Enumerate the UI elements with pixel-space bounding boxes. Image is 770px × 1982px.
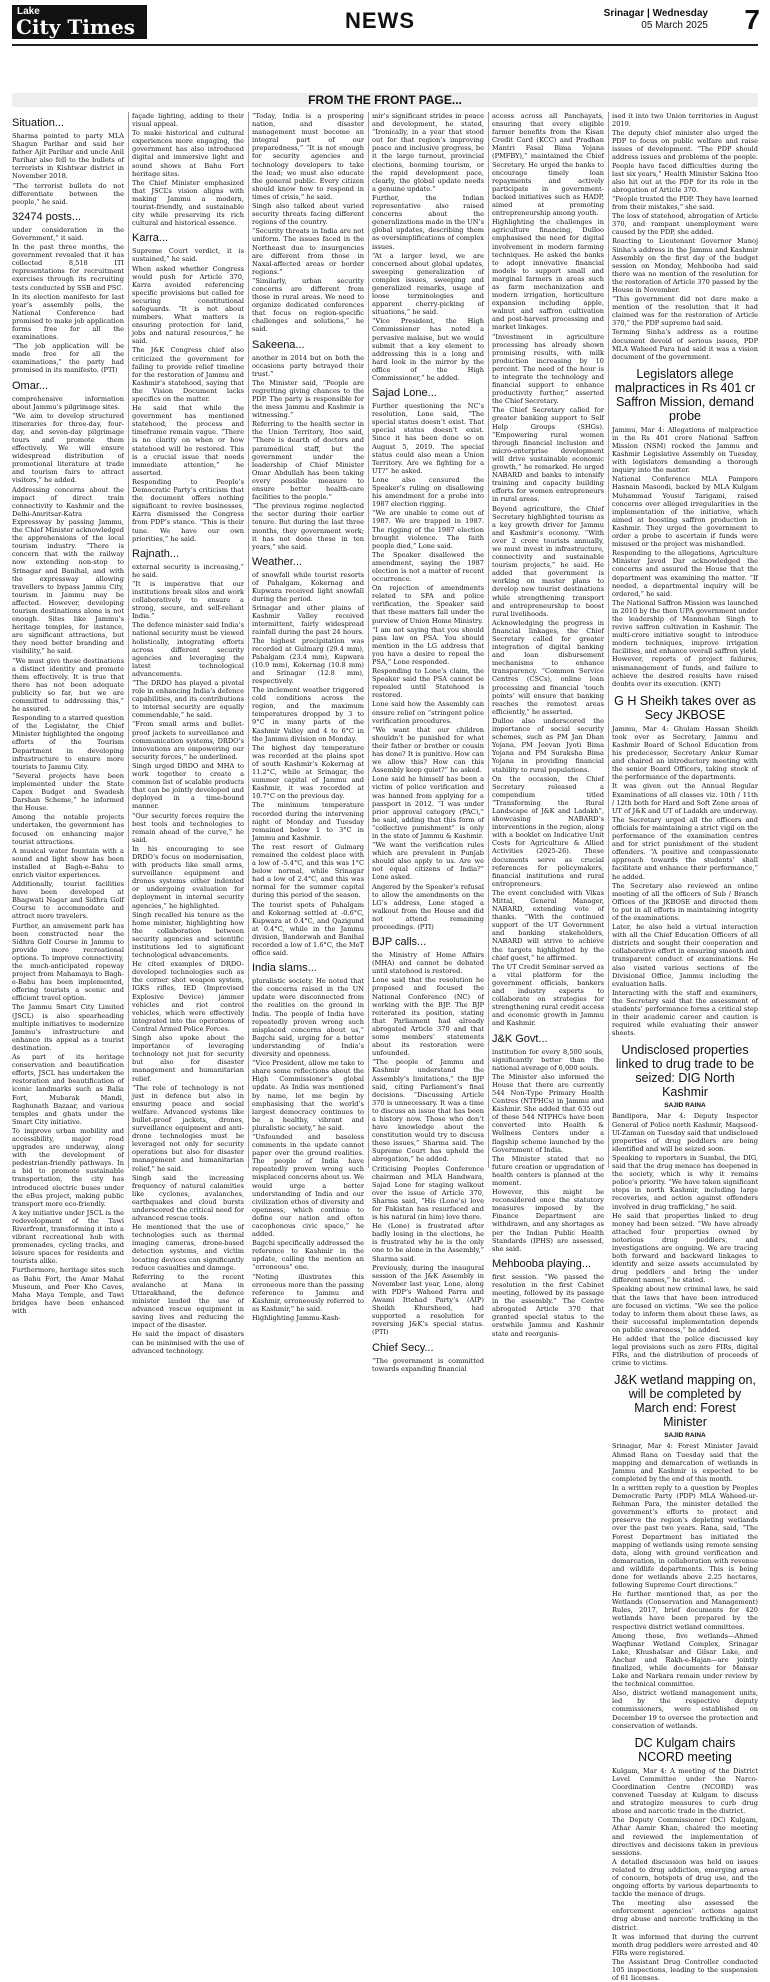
article-paragraph: Singh said the increasing frequency of natural calamities like cyclones, avalanches, earthquakes and cloud bursts underscored the critical need for advanced rescue tools. <box>132 1173 244 1223</box>
story-headline: DC Kulgam chairs NCORD meeting <box>634 1735 736 1764</box>
article-paragraph: In a written reply to a question by Peoples Democratic Party (PDP) MLA Waheed-ur-Rehman Para, the minister detailed the government’s efforts to protect and preserve the region’s depleting wetlands over the past two years. Rana, said, “The Forest Department has initiated the mapping of wetlands using remote sensing data, along with ground verification and demarcation, in collaboration with revenue and wildlife departments. This is being done for wetlands above 2.25 hectares, following Supreme Court directions.” <box>612 1483 758 1590</box>
article-paragraph: access across all Panchayats, ensuring that every eligible farmer benefits from the Kisan Credit Card (KCC) and Pradhan Mantri Fasal Bima Yojana (PMFBY),” maintained the Chief Secretary. He urged the banks to encourage timely loan repayments and actively participate in government-backed initiatives such as HADP, aimed at promoting entrepreneurship among youth. <box>492 112 604 218</box>
article-paragraph: Responding to People’s Democratic Party’s criticism that the document offers nothing significant to revive businesses, Karra dismissed the Congress from PDP’s stance. “This is their tune. We have our own priorities,” he said. <box>132 477 244 543</box>
article-paragraph: Srinagar, Mar 4: Forest Minister Javaid Ahmad Rana on Tuesday said that the mapping and demarcation of wetlands in Jammu and Kashmir is expected to be completed by the end of this month. <box>612 1442 758 1483</box>
article-paragraph: Lone said that the resolution he proposed and focused the National Conference (NC) of working with the BJP. The BJP reiterated its position, stating that Parliament had already abrogated Article 370 and that some members’ statements about its restoration were unfounded. <box>372 976 484 1058</box>
article-paragraph: comprehensive information about Jammu’s pilgrimage sites. <box>12 394 124 411</box>
article-paragraph: “I am not saying that you should pass law on PSA. You should mention in the LG address that you have a desire to repeal the PSA,” Lone responded. <box>372 625 484 666</box>
article-paragraph: first session. “We passed the resolution in the first Cabinet meeting, followed by its passage in the assembly.” The Centre abrogated Article 370 that granted special status to the erstwhile Jammu and Kashmir state and reorganis- <box>492 1272 604 1338</box>
article-paragraph: Bagchi specifically addressed the reference to Kashmir in the update, calling the mention an “erroneous” one. <box>252 1239 364 1272</box>
article-paragraph: Terming Sinha’s address as a routine document devoid of serious issues, PDP MLA Waheed Para had said it was a vision document of the government. <box>612 328 758 361</box>
article-paragraph: Lone said he himself has been a victim of police verification and was banned from applying for a passport in 2012. “I was under prior approval category (PAC),” he said, adding that this form of “collective punishment” is only in the state of Jammu & Kashmir. <box>372 775 484 840</box>
article-paragraph: “At a larger level, we are concerned about global updates, sweeping generalization of complex issues, sweeping and generalized remarks, usage of loose terminologies and apparent cherry-picking of situations,” he said. <box>372 251 484 317</box>
article-paragraph: The highest day temperature was recorded at the plains spot of south Kashmir’s Kokernag at 11.2°C, while at Srinagar, the summer capital of Jammu and Kashmir, it was recorded at 10.7°C on the previous day. <box>252 743 364 801</box>
column-3 <box>252 112 364 1323</box>
article-paragraph: The event concluded with Vikas Mittal, General Manager, NABARD, extending vote of thanks. “With the continued support of the UT Government and banking stakeholders, NABARD will strive to achieve the targets highlighted by the chief guest,” he affirmed. <box>492 888 604 962</box>
column-divider <box>368 112 369 1168</box>
story-headline: J&K wetland mapping on, will be completed by March end: Forest Minister <box>614 1373 756 1430</box>
article-paragraph: The Chief Minister emphasized that JSCL’s vision aligns with making Jammu a modern, tourist-friendly, and sustainable city while preserving its rich cultural and historical essence. <box>132 178 244 228</box>
article-paragraph: Lone said how the Assembly can ensure relief on “stringent police verification procedures. <box>372 700 484 725</box>
article-paragraph: external security is increasing,” he said. <box>132 562 244 579</box>
article-paragraph: Referring to the health sector in the Union Territory, Itoo said, “There is dearth of doctors and paramedical staff, but the government under the leadership of Chief Minister Omar Abdullah has been taking every possible measure to ensure better health-care facilities to the people.” <box>252 420 364 502</box>
dateline <box>604 8 708 32</box>
article-paragraph: “People trusted the PDP. They have learned from their mistakes,” she said. <box>612 194 758 212</box>
article-paragraph: Further questioning the NC’s resolution, Lone said, “The special status doesn’t exist. That special status doesn’t exist. Since it has been done so on August 5, 2019. The special status could also mean a Union Territory. Are we fighting for a UT?” he asked. <box>372 402 484 475</box>
story-headline: G H Sheikh takes over as Secy JKBOSE <box>614 693 756 722</box>
article-paragraph: of snowfall while tourist resorts of Pahalgam, Kokernag and Kupwara received light snowfall during the period. <box>252 570 364 604</box>
logo-title: City Times <box>16 15 135 39</box>
story-jump-heading: Situation... <box>12 117 64 129</box>
article-paragraph: In the past three months, the government revealed that it has collected 8,518 ITI representations for recruitment exercises through its recruiting tests conducted by SSB and PSC. <box>12 243 124 292</box>
story-jump-heading: Mehbooba playing... <box>492 1257 592 1270</box>
article-paragraph: The UT Credit Seminar served as a vital platform for the government officials, bankers and industry experts to collaborate on strategies for strengthening rural credit access and economic growth in Jammu and Kashmir. <box>492 962 604 1028</box>
story-jump-heading: BJP calls... <box>372 936 427 949</box>
article-paragraph: “We aim to develop structured itineraries for three-day, four-day, and seven-day pilgrimage tours and promote them effectively. We will ensure widespread distribution of promotional literature at trade and tourism fairs to attract visitors,” he added. <box>12 411 124 485</box>
article-paragraph: Further, the Indian representative also raised concerns about the generalizations made in the UN’s global updates, describing them as oversimplifications of complex issues. <box>372 193 484 251</box>
article-paragraph: “Today, India is a prospering nation, and disaster management must become an integral part of our preparedness,” “It is not enough for security agencies and technology developers to take the lead; we must also educate the general public. Every citizen should know how to respond in times of crisis,” he said. <box>252 112 364 201</box>
article-paragraph: Angered by the Speaker’s refusal to allow the amendments on the LG’s address, Lone staged a walkout from the House and did not attend remaining proceedings. (PTI) <box>372 882 484 931</box>
story-jump-heading: 32474 posts... <box>12 210 82 223</box>
article-paragraph: Interacting with the staff and examiners, the Secretary said that the assessment of students’ performance forms a critical step in their academic career and caution is required while evaluating their answer sheets. <box>612 988 758 1038</box>
article-paragraph: Among the notable projects undertaken, the government has focused on enhancing major tourist attractions. <box>12 813 124 846</box>
column-4 <box>372 112 484 1373</box>
article-paragraph: “Similarly, urban security concerns are different from those in rural areas. We need to organize dedicated conferences that focus on region-specific challenges and solutions,” he said. <box>252 276 364 334</box>
byline: SAJID RAINA <box>664 1102 706 1110</box>
article-paragraph: Jammu, Mar 4: Allegations of malpractice in the Rs 401 crore National Saffron Mission (NSM) rocked the Jammu and Kashmir Legislative Assembly on Tuesday, with legislators demanding a thorough inquiry into the matter. <box>612 425 758 475</box>
article-paragraph: The Assistant Drug Controller conducted 105 inspections, leading to the suspension of 61 licenses. <box>612 1957 758 1982</box>
story-jump-heading: India slams... <box>252 962 317 975</box>
story-headline: Legislators allege malpractices in Rs 401 cr Saffron Mission, demand probe <box>614 366 756 423</box>
article-paragraph: The rest resort of Gulmarg remained the coldest place with a low of -5.4°C, and this was 1°C below normal, while Srinagar had a low of 2.4°C, and this was normal for the summer capital during this period of the season. <box>252 842 364 900</box>
article-paragraph: He further mentioned that, as per the Wetlands (Conservation and Management) Rules, 2017, brief documents for 420 wetlands have been prepared by the respective district wetland committees. <box>612 1590 758 1631</box>
article-paragraph: Supreme Court verdict, it is sustained,” he said. <box>132 247 244 264</box>
article-paragraph: Singh recalled his tenure as the home minister, highlighting how the collaboration between security agencies and scientific institutions led to significant technological advancements. <box>132 910 244 960</box>
byline: SAJID RAINA <box>664 1432 706 1440</box>
article-paragraph: A detailed discussion was held on issues related to drug addiction, emerging areas of concern, hotspots of drug use, and the ongoing efforts by various departments to tackle the menace of drugs. <box>612 1857 758 1899</box>
city-day: Srinagar | Wednesday <box>603 8 708 19</box>
article-paragraph: He said that properties linked to drug money had been seized. “We have already attached four properties owned by notorious drug peddlers, and investigations are ongoing. We are tracing both forward and backward linkages to identify and seize assets accumulated by drug peddlers and bring the under different names,” he stated. <box>612 1211 758 1285</box>
article-paragraph: Srinagar and other plains of Kashmir Valley received intermittent, fairly widespread rainfall during the past 24 hours. The highest precipitation was recorded at Gulmarg (29.4 mm), Pahalgam (23.4 mm), Kupwara (10.9 mm), Kokernag (10.8 mm) and Srinagar (12.8 mm), respectively. <box>252 604 364 685</box>
article-paragraph: “This government did not dare make a mention of the resolution that it had claimed was for the restoration of Article 370,” the PDP supremo had said. <box>612 295 758 328</box>
article-paragraph: Jammu, Mar 4: Ghulam Hassan Sheikh took over as Secretary, Jammu and Kashmir Board of School Education from his predecessor, Secretary Ankur Kumar and chaired an introductory meeting with the senior Board Officers, taking stock of the performance of the departments. <box>612 724 758 782</box>
article-paragraph: pluralistic society. He noted that the concerns raised in the UN update were disconnected from the realities on the ground in India. The people of India have repeatedly proven wrong such misplaced concerns about us,” Bagchi said, urging for a better understanding of India’s diversity and openness. <box>252 977 364 1059</box>
article-paragraph: The Jammu Smart City Limited (JSCL) is also spearheading multiple initiatives to modernize Jammu’s infrastructure and enhance its appeal as a tourist destination. <box>12 1003 124 1052</box>
article-paragraph: Additionally, tourist facilities have been developed at Bhagwati Nagar and Sidhra Golf Course to accommodate and attract more travelers. <box>12 880 124 921</box>
story-jump-heading: Karra... <box>132 232 169 245</box>
article-paragraph: On rejection of amendments related to SPA and police verification, the Speaker said that these matters fall under the purview of Union Home Ministry. <box>372 584 484 625</box>
article-paragraph: He said that while the government has mentioned statehood, the process and timeframe remain vague. “There is no clarity on when or how statehood will be restored. This is a crucial issue that needs immediate attention,” he asserted. <box>132 404 244 477</box>
article-paragraph: ised it into two Union territories in August 2019. <box>612 112 758 129</box>
article-paragraph: “Several projects have been implemented under the State Capex Budget and Swadesh Darshan Scheme,” he informed the House. <box>12 771 124 813</box>
article-paragraph: He mentioned that the use of technologies such as thermal imaging cameras, drone-based detection systems, and victim locating devices can significantly reduce casualties and damage. <box>132 1223 244 1272</box>
column-divider <box>608 112 609 1168</box>
article-paragraph: The Secretary also reviewed an online meeting of all the officers of Sub / Branch Offices of the JKBOSE and directed them to put in all efforts in maintaining integrity of the examinations. <box>612 881 758 922</box>
article-paragraph: Singh urged DRDO and MHA to work together to create a common list of scalable products that can be jointly developed and deployed in a time-bound manner. <box>132 761 244 811</box>
article-paragraph: Responding to a starred question of the Legislator, the Chief Minister highlighted the ongoing efforts of the Tourism Department in developing infrastructure to ensure more tourists to Jammu City. <box>12 714 124 771</box>
story-jump-heading: Sajad Lone... <box>372 387 437 400</box>
top-rule <box>12 44 758 46</box>
article-paragraph: institution for every 8,500 souls, significantly better than the national average of 6,000 souls. <box>492 1047 604 1072</box>
article-paragraph: A key initiative under JSCL is the redevelopment of the Tawi Riverfront, transforming it into a vibrant recreational hub with promenades, cycling tracks, and leisure spaces for residents and tourists alike. <box>12 1208 124 1266</box>
story-jump-heading: Chief Secy... <box>372 1341 434 1354</box>
article-paragraph: It was given out the Annual Regular Examinations of all classes viz. 10th / 11th / 12th both for Hard and Soft Zone areas of UT of J&K and UT of Ladakh are underway. <box>612 782 758 815</box>
article-paragraph: When asked whether Congress would push for Article 370, Karra avoided referencing specific provisions but called for securing constitutional safeguards. “It is not about numbers. What matters is ensuring protection for land, jobs and natural resources,” he said. <box>132 264 244 346</box>
article-paragraph: Reacting to Lieutenant Governor Manoj Sinha’s address in the Jammu and Kashmir Assembly on the first day of the budget session on Monday, Mehbooba had said there was no mention of the resolution for the restoration of Article 370 passed by the House in November. <box>612 237 758 294</box>
article-paragraph: Highlighting Jammu-Kash- <box>252 1314 341 1323</box>
article-paragraph: “The role of technology is not just in defence but also in ensuring peace and social welfare. Advanced systems like bullet-proof jackets, drones, surveillance equipment and anti-drone technologies must be leveraged not only for security operations but also for disaster management and humanitarian relief,” he said. <box>132 1083 244 1173</box>
logo-small-text: Lake <box>17 6 40 17</box>
article-paragraph: It was informed that during the current month drug peddlers were arrested and 40 FIRs were registered. <box>612 1932 758 1957</box>
column-5 <box>492 112 605 1338</box>
story-headline: Undisclosed properties linked to drug trade to be seized: DIG North Kashmir <box>615 1043 755 1100</box>
article-paragraph: On the occasion, the Chief Secretary released a compendium titled “Transforming the Rural Landscape of J&K and Ladakh”, showcasing NABARD’s interventions in the region, along with a booklet on Indicative Unit Costs for Agriculture & Allied Activities (2025-26). These documents serve as crucial references for policymakers, financial institutions and rural entrepreneurs. <box>492 774 605 888</box>
story-jump-heading: Rajnath... <box>132 547 180 560</box>
story-jump-heading: J&K Govt... <box>492 1032 548 1045</box>
article-paragraph: Singh also spoke about the importance of leveraging technology not just for security but also for disaster management and humanitarian relief. <box>132 1034 244 1083</box>
article-paragraph: A musical water fountain with a sound and light show has been installed at Bagh-e-Bahu to enrich visitor experiences. <box>12 846 124 879</box>
article-paragraph: Further, an amusement park has been constructed near the Sidhra Golf Course in Jammu to provide more recreational options. To improve connectivity, the much-anticipated ropeway project from Mahamaya to Bagh-e-Bahu has been implemented, offering tourists a scenic and efficient travel option. <box>12 921 124 1003</box>
article-paragraph: Sharma pointed to party MLA Shagun Parihar and said her father Ajit Parihar and uncle Anil Parihar also fell to the bullets of terrorists in Kishtwar district in November 2018. <box>12 132 124 181</box>
article-paragraph: “We must give these destinations a distinct identity and promote them effectively. It is true that there has not been adequate publicity so far, but we are committed to addressing this,” he assured. <box>12 656 124 714</box>
article-paragraph: “The job application will be made free for all the examinations,” the party had promised in its manifesto. (PTI) <box>12 342 124 375</box>
article-paragraph: Previously, during the inaugural session of the J&K Assembly in November last year, Lone, along with PDP’s Waheed Parra and Awami Ittehad Party’s (AIP) Sheikh Khursheed, had supported a resolution for reversing J&K’s special status. (PTI) <box>372 1263 484 1337</box>
article-paragraph: Singh also talked about varied security threats facing different regions of the country. <box>252 202 364 227</box>
article-paragraph: Criticising Peoples Conference chairman and MLA Handwara, Sajad Lone for staging walkout over the issue of Article 370, Sharma said, “His (Lone’s) love for Pakistan has resurfaced and is his natural (in him) love there. <box>372 1164 484 1222</box>
article-paragraph: Kulgam, Mar 4: A meeting of the District Level Committee under the Narco-Coordination Centre (NCORD) was convened Tuesday at Kulgam to discuss and strategize measures to curb drug abuse and narcotic trade in the district. <box>612 1766 758 1816</box>
article-paragraph: Among these, five wetlands—Ahmed Waqfunar Wetland Complex, Srinagar Lake, Khushalsar and Gilsar Lake, and Anchar and Rakh-e-Hajan—are jointly finalized, while documents for Mansar Lake and Narkara remain under review by the technical committee. <box>612 1631 758 1689</box>
article-paragraph: He cited examples of DRDO-developed technologies such as the corner shot weapon system, IGKS rifles, IED (Improvised Explosive Device) jammer vehicles and riot control vehicles, which were effectively integrated into the operations of Central Armed Police Forces. <box>132 960 244 1033</box>
page-number: 7 <box>744 4 760 35</box>
article-paragraph: The Minister also informed the House that there are currently 544 Non-Type Primary Health Centres (NTPHCs) in Jammu and Kashmir. She added that 635 out of these 544 NTPHCs have been converted into Health & Wellness Centers under a flagship scheme launched by the Government of India. <box>492 1072 604 1154</box>
article-paragraph: To improve urban mobility and accessibility, major road upgrades are underway, along with the development of pedestrian-friendly pathways. In a bid to promote sustainable transportation, the city has introduced electric buses under the eBus project, making public transport more eco-friendly. <box>12 1126 124 1208</box>
section-title: NEWS <box>345 8 415 33</box>
article-paragraph: The J&K Congress chief also criticized the government for failing to provide relief timeline for the restoration of Jammu and Kashmir’s statehood, saying that the Vision Document lacks specifics on the matter. <box>132 346 244 403</box>
article-paragraph: The Speaker disallowed the amendment, saying the 1987 election is not a matter of recent occurrence. <box>372 550 484 584</box>
article-paragraph: National Conference MLA Pampore Hasnain Masoodi, backed by MLA Kulgam Muhammad Yousuf Tarigami, raised concerns over alleged irregularities in the implementation of the initiative, which aimed at boosting saffron production in Kashmir. They urged the government to order a probe to ascertain if funds were misused or the project was mishandled. <box>612 475 758 549</box>
article-paragraph: “Security threats in India are not uniform. The issues faced in the Northeast due to insurgencies are different from those in Naxal-affected areas or border regions.” <box>252 227 364 276</box>
article-paragraph: However, this might be reconsidered once the statutory measures imposed by the Finance Department are withdrawn, and any shortages as per the Indian Public Health Standards (IPHS) are assessed, she said. <box>492 1188 604 1253</box>
article-paragraph: mir’s significant strides in peace and development, he stated, “Ironically, in a year that stood out for that region’s improving peace and inclusive progress, be it the large turnout, provincial elections, booming tourism, or the rapid development pace, clearly, the global update needs a genuine update.” <box>372 112 484 193</box>
column-1 <box>12 112 124 1315</box>
article-paragraph: “Vice President, allow me take to share some reflections about the High Commissioner’s global update. As India was mentioned by name, let me begin by emphasising that the world’s largest democracy continues to be a healthy, vibrant and pluralistic society,” he said. <box>252 1059 364 1132</box>
front-page-banner: FROM THE FRONT PAGE... <box>308 93 462 107</box>
article-paragraph: The inclement weather triggered cold conditions across the region, and the maximum temperatures dropped by 3 to 9°C in many parts of the Kashmir Valley and 4 to 6°C in the Jammu division on Monday. <box>252 686 364 743</box>
article-paragraph: The defence minister said India’s national security must be viewed holistically, integrating efforts across different security agencies and leveraging the latest technological advancements. <box>132 621 244 678</box>
article-paragraph: façade lighting, adding to their visual appeal. <box>132 112 244 129</box>
article-paragraph: As part of its heritage conservation and beautification efforts, JSCL has undertaken the restoration and beautification of iconic landmarks such as Balia Fort, Mubarak Mandi, Raghunath Bazaar, and various temples and ghats under the Smart City initiative. <box>12 1053 124 1126</box>
article-paragraph: The loss of statehood, abrogation of Article 370, and rampant unemployment were caused by the PDP, she added. <box>612 212 758 237</box>
column-divider <box>128 112 129 1168</box>
article-paragraph: Responding to Lone’s claim, the Speaker said the PSA cannot be repealed until Statehood is restored. <box>372 667 484 700</box>
article-paragraph: He said the impact of disasters can be minimised with the use of advanced technology. <box>132 1330 244 1355</box>
article-paragraph: “The DRDO has played a pivotal role in enhancing India’s defence capabilities, and its contributions to internal security are equally commendable,” he said. <box>132 679 244 720</box>
article-paragraph: “Noting illustrates this erroneous more than the passing reference to Jammu and Kashmir, erroneously referred to as Kashmir,” he said. <box>252 1272 364 1313</box>
article-paragraph: “The government is committed towards expanding financial <box>372 1356 484 1373</box>
article-paragraph: Dulloo also underscored the importance of social security schemes, such as PM Jan Dhan Yojana, PM Jeevan Jyoti Bima Yojana and PM Suraksha Bima Yojana in providing financial stability to rural populations. <box>492 716 604 774</box>
article-paragraph: Speaking to reporters in Sumbal, the DIG, said that the drug menace has deepened in the society, which is why it remains police’s priority. “We have taken significant steps in north Kashmir, including large recoveries, and action against offenders involved in drug trafficking,” he said. <box>612 1153 758 1211</box>
article-paragraph: “Unfounded and baseless comments in the update cannot paper over the ground realities. The people of India have repeatedly proven wrong such misplaced concerns about us. We would urge a better understanding of India and our civilization ethos of diversity and openness, which continue to define our nation and often cacophonous civic space,” he added. <box>252 1132 364 1239</box>
article-paragraph: Speaking about new criminal laws, he said that the laws that have been introduced are focused on victims. “We see the police today to inform them about these laws, as their successful implementation depends on public awareness,” he added. <box>612 1285 758 1334</box>
article-paragraph: To make historical and cultural experiences more engaging, the government has also introduced digital and immersive light and sound shows at Bahu Fort heritage sites. <box>132 129 244 178</box>
article-paragraph: The Deputy Commissioner (DC) Kulgam, Athar Aamir Khan, chaired the meeting and reviewed the implementation of directives and decisions taken in previous sessions. <box>612 1816 758 1857</box>
column-divider <box>488 112 489 1168</box>
article-paragraph: In his encouraging to see DRDO’s focus on modernisation, with products like small arms, surveillance equipment and drones systems either indented or undergoing evaluation for deployment in internal security agencies,” he highlighted. <box>132 844 244 910</box>
article-paragraph: The Chief Secretary called for greater banking support to Self Help Groups (SHGs). “Empowering rural women through financial inclusion and micro-enterprise development will drive sustainable economic growth,” he remarked. He urged NABARD and banks to intensify training and capacity building efforts for women entrepreneurs in rural areas. <box>492 406 604 504</box>
article-paragraph: Later, he also held a virtual interaction with all the Chief Education Officers of all districts and sought their cooperation and collaborative effort in ensuring smooth and transparent conduct of examinations. He also visited various sections of the Divisional Office, Jammu including the evaluation halls. <box>612 923 758 988</box>
article-paragraph: “The people of Jammu and Kashmir understand the Assembly’s limitations,” the BJP said, citing Parliament’s final decisions. “Discussing Article 370 is unnecessary. It was a time to discuss an issue that has been a history now. Those who don’t have knowledge about the constitution would try to discuss these issues,” Sharma said. The Supreme Court has upheld the abrogation,” he added. <box>372 1058 484 1164</box>
article-paragraph: Addressing concerns about the impact of direct train connectivity to Kashmir and the Delhi-Amritsar-Katra Expressway by passing Jammu, the Chief Minister acknowledged the apprehensions of the local tourism industry. “There is concern that with the railway now extending non-stop to Srinagar and Banihal, and with the expressway allowing travellers to bypass Jammu City, tourism in Jammu may be affected. However, developing tourism destinations alone is not enough. Sites like Jammu’s heritage temples, for instance, are significant attractions, but they need better branding and visibility,” he said. <box>12 485 124 656</box>
article-paragraph: “It is imperative that our institutions break silos and work collaboratively to ensure a strong, secure, and self-reliant India.” <box>132 579 244 621</box>
story-jump-heading: Sakeena... <box>252 338 305 351</box>
column-divider <box>248 112 249 1168</box>
article-paragraph: He added that the police discussed key legal provisions such as zero FIRs, digital FIRs, and the distribution of proceeds of crime to victims. <box>612 1335 758 1368</box>
column-2 <box>132 112 244 1355</box>
newspaper-logo <box>12 5 147 39</box>
column-6 <box>612 112 759 1982</box>
masthead <box>0 0 770 44</box>
article-paragraph: The Minister said, “People are regretting giving chances to the PDP. The party is responsible for the mess Jammu and Kashmir is witnessing.” <box>252 378 364 420</box>
article-paragraph: Highlighting the challenges in agriculture financing, Dulloo emphasised the need for digital involvement in modern farming techniques. He asked the banks to adopt innovative financial models to support small and marginal farmers in areas such as farm mechanization and modern irrigation, horticulture expansion including apple, walnut and saffron cultivation and post-harvest processing and market linkages. <box>492 218 604 332</box>
article-paragraph: “Vice President, the High Commissioner has noted a pervasive malaise, but we would submit that a key element to addressing this is a long and hard look in the mirror by the office of the High Commissioner,” he added. <box>372 317 484 382</box>
article-paragraph: Furthermore, heritage sites such as Bahu Fort, the Amar Mahal Museum, and Peer Kho Caves, Maha Maya Temple, and Tawi bridges have been enhanced with <box>12 1266 124 1315</box>
article-paragraph: under consideration in the Government,” it said. <box>12 225 124 242</box>
article-paragraph: In its election manifesto for last year’s assembly polls, the National Conference had promised to make job application forms free for all the examinations. <box>12 292 124 342</box>
article-paragraph: Also, district wetland management units, led by the respective deputy commissioners, were established on December 19 to oversee the protection and conservation of wetlands. <box>612 1689 758 1730</box>
article-paragraph: “The terrorist bullets do not differentiate between the people,” he said. <box>12 181 124 206</box>
article-paragraph: Responding to the allegations, Agriculture Minister Javed Dar acknowledged the concerns and assured the House that the department was examining the matter. “If needed, a departmental inquiry will be ordered,” he said. <box>612 549 758 598</box>
issue-date: 05 March 2025 <box>641 20 708 31</box>
article-paragraph: “From small arms and bullet-proof jackets to surveillance and communication systems, DRDO’s innovations are empowering our security forces,” he underlined. <box>132 720 244 761</box>
article-paragraph: “We want the verification rules which are prevalent in Punjab should also apply to us. Are we not equal citizens of India?” Lone asked. <box>372 841 484 882</box>
article-paragraph: The tourist spots of Pahalgam and Kokernag settled at -0.6°C, Kupwara at 0.4°C, and Qazigund at 0.4°C, while in the Jammu division, Banderwah and Banihal recorded a low of 1.6°C, the MeT office said. <box>252 900 364 958</box>
article-paragraph: The Minister stated that no future creation or upgradation of health centers is planned at the moment. <box>492 1154 604 1187</box>
article-paragraph: the Ministry of Home Affairs (MHA) and cannot be debated until statehood is restored. <box>372 951 484 976</box>
article-paragraph: Referring to the recent avalanche at Mana in Uttarakhand, the defence minister lauded the use of advanced rescue equipment in saving lives and reducing the impact of the disaster. <box>132 1272 244 1330</box>
article-paragraph: “Our security forces require the best tools and technologies to remain ahead of the curve,” he said. <box>132 811 244 844</box>
article-paragraph: “Investment in agriculture processing has already shown promising results, with milk production increasing by 10 percent. The need of the hour is to integrate the technology and financial support to enhance productivity further,” asserted the Chief Secretary. <box>492 332 604 406</box>
story-jump-heading: Weather... <box>252 555 302 568</box>
article-paragraph: Beyond agriculture, the Chief Secretary highlighted tourism as a key growth driver for Jammu and Kashmir’s economy. “With over 2 crore tourists annually, we must invest in infrastructure, connectivity and sustainable tourism projects,” he said. He added that government is working on master plans to develop new tourist destinations while strengthening transport and entrepreneurship to boost rural livelihoods. <box>492 504 604 618</box>
article-paragraph: “The previous regime neglected the sector during their earlier tenure. But during the last three months, they government work; it has not done these in ten years,” she said. <box>252 502 364 551</box>
article-paragraph: The deputy chief minister also urged the PDP to focus on public welfare and raise issues of development. “The PDP should address issues and problems of the people. People have faced difficulties during the last six years,” Health Minister Sakina Itoo also hit out at the PDP for its role in the abrogation of Article 370. <box>612 129 758 194</box>
article-paragraph: The minimum temperature recorded during the intervening night of Monday and Tuesday remained below 1 to 3°C in Jammu and Kashmir. <box>252 801 364 842</box>
article-paragraph: “We want that our children shouldn’t be punished for what their father or brother or cousin has done? It is punitive. How can we allow this? How can this Assembly keep quiet?” he asked. <box>372 725 484 775</box>
article-paragraph: another in 2014 but on both the occasions party betrayed their trust.” <box>252 353 364 378</box>
article-paragraph: He (Lone) is frustrated after badly losing in the elections, he is frustrated why he is the only one to be alone in the Assembly,” Sharma said. <box>372 1222 484 1263</box>
article-paragraph: “We are unable to come out of 1987. We are trapped in 1987. The rigging of the 1987 election brought violence. The faith people died,” Lone said. <box>372 509 484 550</box>
article-paragraph: Acknowledging the progress in financial linkages, the Chief Secretary called for greater integration of digital banking and loan disbursement mechanisms to enhance transparency. “Common Service Centres (CSCs), online loan processing and financial ‘touch points’ will ensure that banking reaches the remotest areas efficiently,” he asserted. <box>492 618 604 716</box>
article-paragraph: Lone also censured the Speaker’s ruling on disallowing his amendment for a probe into 1987 election rigging. <box>372 475 484 509</box>
article-paragraph: The Secretary urged all the officers and officials for maintaining a strict vigil on the performance of the examination centres and for strict punishment of the student offenders. “A positive and compassionate approach towards the students’ shall facilitate and enhance their performance,” he added. <box>612 815 758 881</box>
article-paragraph: The meeting also assessed the enforcement agencies’ actions against drug abuse and narcotic trafficking in the district. <box>612 1899 758 1932</box>
story-jump-heading: Omar... <box>12 379 49 392</box>
article-paragraph: The National Saffron Mission was launched in 2010 by the then UPA government under the leadership of Manmohan Singh to revive saffron cultivation in Kashmir. The multi-crore initiative sought to introduce modern techniques, improve irrigation facilities, and enhance overall saffron yield. However, reports of project failures, mismanagement of funds, and failure to achieve the desired results have raised doubts over its execution. (KNT) <box>612 598 759 688</box>
article-paragraph: Bandipora, Mar 4: Deputy Inspector General of Police north Kashmir, Maqsood-Ul-Zaman on Tuesday said that undisclosed properties of drug peddlers are being identified and will be seized soon. <box>612 1112 758 1153</box>
